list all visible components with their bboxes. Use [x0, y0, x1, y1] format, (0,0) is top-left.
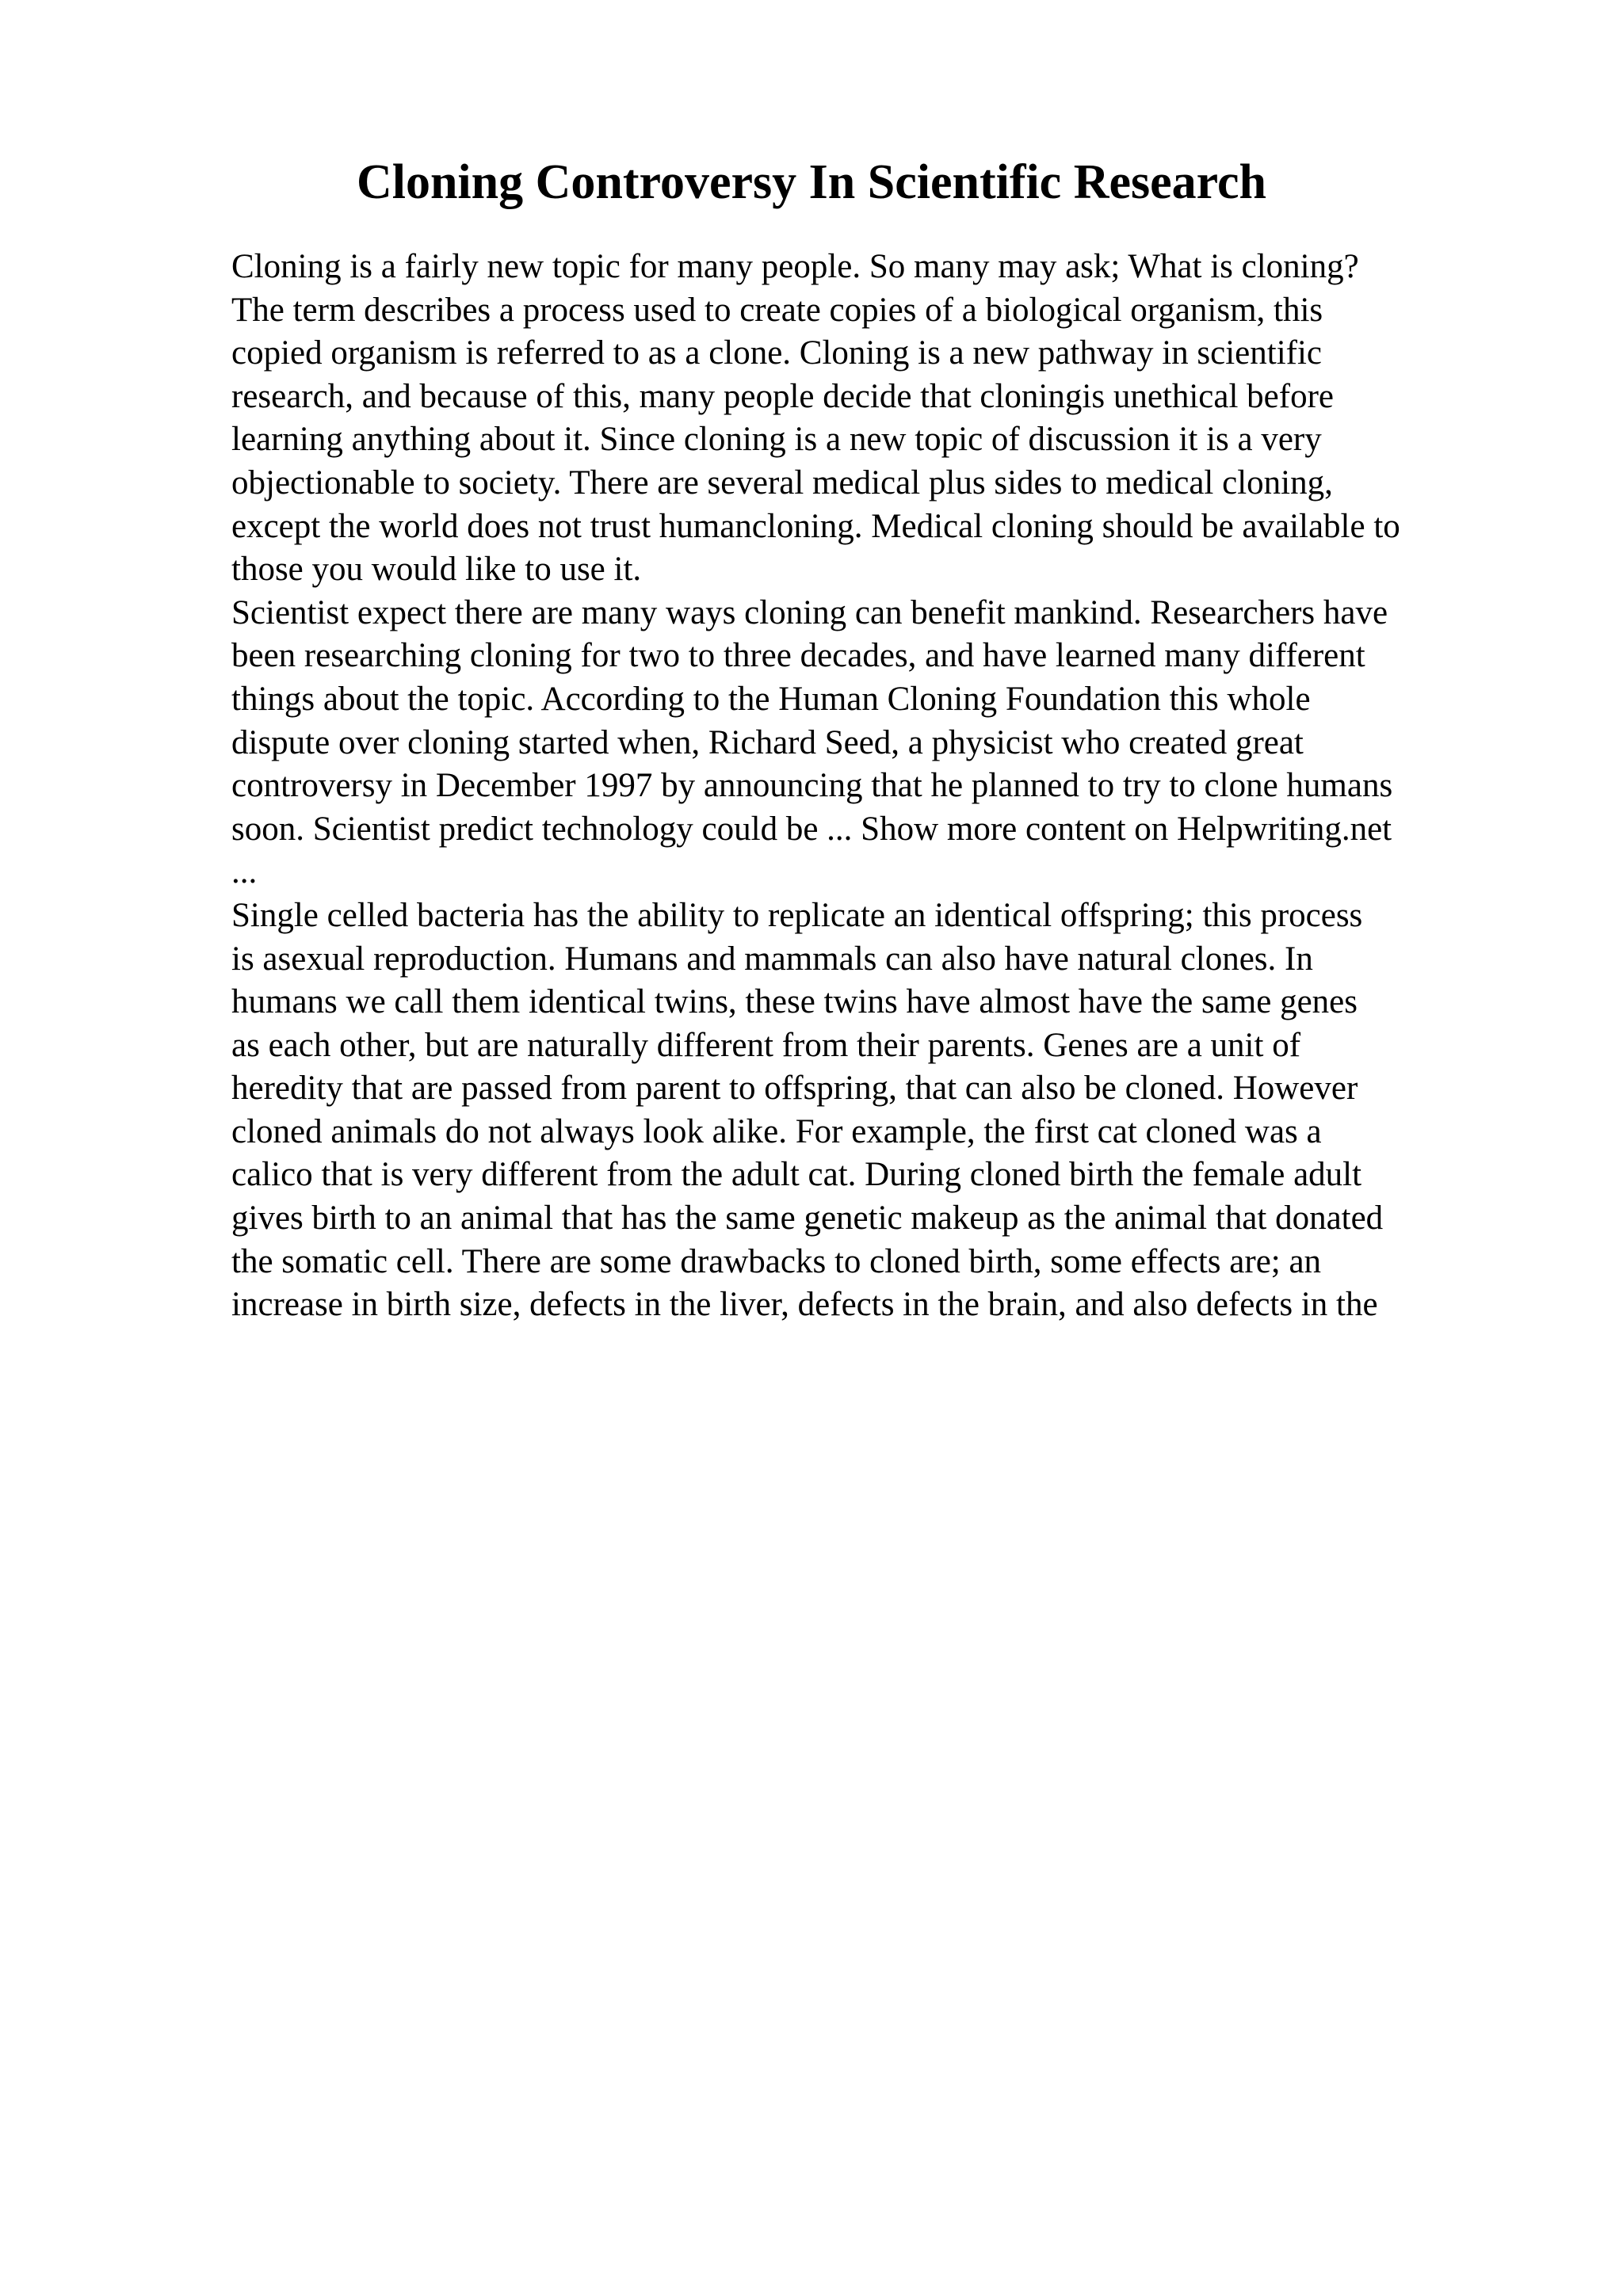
text-line: controversy in December 1997 by announcing that he planned to try to clone humans	[231, 767, 1393, 805]
text-line: those you would like to use it.	[231, 551, 642, 589]
text-line: research, and because of this, many people decide that cloningis unethical before	[231, 377, 1334, 415]
text-line: Single celled bacteria has the ability to replicate an identical offspring; this process	[231, 896, 1363, 934]
text-line: objectionable to society. There are several medical plus sides to medical cloning,	[231, 463, 1333, 502]
text-line: heredity that are passed from parent to offspring, that can also be cloned. However	[231, 1070, 1358, 1108]
text-line: except the world does not trust humancloning. Medical cloning should be available to	[231, 507, 1400, 545]
text-line: been researching cloning for two to three decades, and have learned many different	[231, 637, 1365, 675]
text-line: as each other, but are naturally different from their parents. Genes are a unit of	[231, 1026, 1301, 1064]
text-line: is asexual reproduction. Humans and mammals can also have natural clones. In	[231, 940, 1313, 978]
text-line: soon. Scientist predict technology could be ... Show more content on Helpwriting.net	[231, 810, 1392, 848]
text-line: Cloning is a fairly new topic for many people. So many may ask; What is cloning?	[231, 248, 1359, 285]
text-line: the somatic cell. There are some drawbacks to cloned birth, some effects are; an	[231, 1242, 1322, 1280]
document-body	[231, 246, 1594, 1327]
text-line: calico that is very different from the adult cat. During cloned birth the female adult	[231, 1156, 1362, 1194]
text-line: The term describes a process used to create copies of a biological organism, this	[231, 291, 1323, 329]
text-line: cloned animals do not always look alike. For example, the first cat cloned was a	[231, 1112, 1322, 1150]
text-line: learning anything about it. Since cloning is a new topic of discussion it is a very	[231, 421, 1322, 459]
text-line: dispute over cloning started when, Richard Seed, a physicist who created great	[231, 723, 1304, 761]
text-line: copied organism is referred to as a clone. Cloning is a new pathway in scientific	[231, 334, 1322, 372]
page-title: Cloning Controversy In Scientific Research	[356, 155, 1267, 209]
text-line: humans we call them identical twins, these twins have almost have the same genes	[231, 983, 1358, 1021]
text-line: ...	[231, 853, 258, 891]
text-line: increase in birth size, defects in the liver, defects in the brain, and also defects in the	[231, 1286, 1378, 1324]
text-line: gives birth to an animal that has the same genetic makeup as the animal that donated	[231, 1199, 1384, 1238]
text-line: Scientist expect there are many ways cloning can benefit mankind. Researchers have	[231, 593, 1388, 631]
text-line: things about the topic. According to the Human Cloning Foundation this whole	[231, 680, 1311, 718]
